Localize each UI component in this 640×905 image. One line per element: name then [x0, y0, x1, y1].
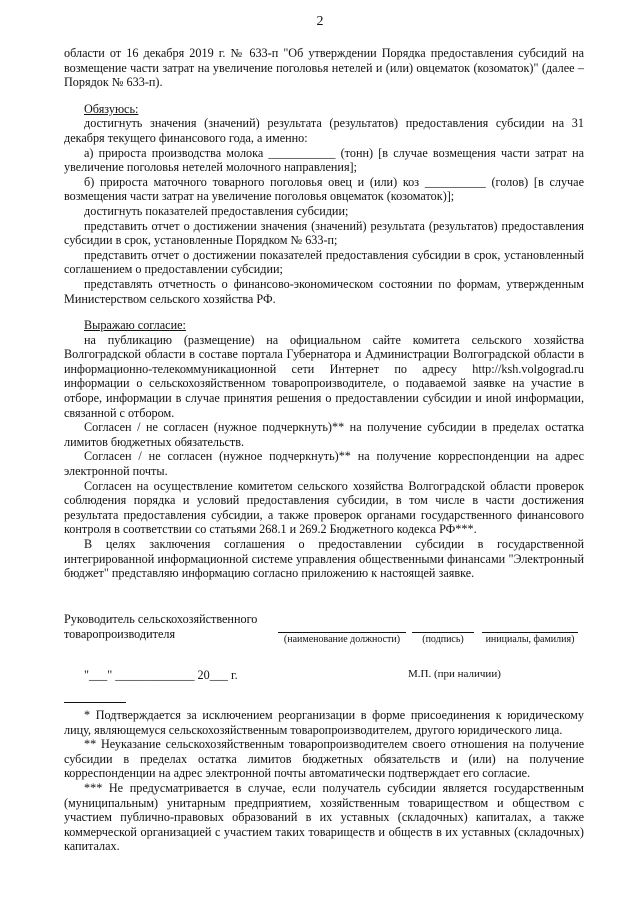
obligation-item: достигнуть показателей предоставления субсидии; [84, 203, 349, 218]
date-line: "___" _____________ 20___ г. [84, 668, 238, 682]
consent-item: на публикацию (размещение) на официальном сайте комитета сельского хозяйства Волгоградской области в составе портала Губернатора и Администрации Волгоградской области в информационно-телекоммуникационной сети Интернет по адресу http://ksh.volgograd.ru информации о сельскохозяйственном товаропроизводителе, о подаваемой заявке на участие в отборе, информации в случае принятия решения о предоставлении субсидии и иной информации, связанной с отбором. [64, 332, 584, 420]
consent-item: Согласен на осуществление комитетом сельского хозяйства Волгоградской области проверок соблюдения порядка и условий предоставления субсидии, в том числе в части достижения результата предоставления субсидии, а также проверок органами государственного финансового контроля в соответствии со статьями 268.1 и 269.2 Бюджетного кодекса РФ***. [64, 478, 584, 537]
obligation-item: представить отчет о достижении показателей предоставления субсидии в срок, установленный соглашением о предоставлении субсидии; [64, 247, 584, 277]
obligations-heading: Обязуюсь: [84, 101, 139, 116]
stamp-note: М.П. (при наличии) [408, 668, 501, 680]
obligation-item: представить отчет о достижении значения (значений) результата (результатов) предоставления субсидии в срок, установленные Порядком № 633-п; [64, 218, 584, 248]
signature-caption: (подпись) [412, 632, 474, 645]
name-caption: инициалы, фамилия) [482, 632, 578, 645]
obligation-item: а) прироста производства молока ___________ (тонн) [в случае возмещения части затрат на увеличение поголовья нетелей молочного направления]; [64, 145, 584, 175]
obligation-item: б) прироста маточного товарного поголовья овец и (или) коз __________ (голов) [в случае возмещения части затрат на увеличение поголовья овцематок (козоматок)]; [64, 174, 584, 204]
head-title-line1: Руководитель сельскохозяйственного [64, 612, 258, 626]
obligation-item: представлять отчетность о финансово-экономическом состоянии по формам, утвержденным Министерством сельского хозяйства РФ. [64, 276, 584, 306]
footnote-divider [64, 702, 126, 703]
position-caption: (наименование должности) [278, 632, 406, 645]
document-body [64, 46, 584, 581]
consent-item: Согласен / не согласен (нужное подчеркнуть)** на получение корреспонденции на адрес электронной почты. [64, 449, 584, 479]
consent-heading: Выражаю согласие: [84, 318, 186, 333]
footnote-item: * Подтверждается за исключением реорганизации в форме присоединения к юридическому лицу, являющемуся сельскохозяйственным товаропроизводителем, другого юридического лица. [64, 708, 584, 737]
head-title-line2: товаропроизводителя [64, 626, 176, 641]
consent-item: В целях заключения соглашения о предоставлении субсидии в государственной интегрированной информационной системе управления общественными финансами "Электронный бюджет" представляю информацию согласно приложению к настоящей заявке. [64, 537, 584, 581]
footnote-item: ** Неуказание сельскохозяйственным товаропроизводителем своего отношения на получение субсидии в пределах остатка лимитов бюджетных обязательств и (или) на получение корреспонденции на адрес электронной почты автоматически подтверждает его согласие. [64, 737, 584, 781]
footnotes [64, 708, 584, 854]
intro-paragraph: области от 16 декабря 2019 г. № 633-п "Об утверждении Порядка предоставления субсидий на возмещение части затрат на увеличение поголовья нетелей и (или) овцематок (козоматок)" (далее – Порядок № 633-п). [64, 46, 584, 90]
obligation-item: достигнуть значения (значений) результата (результатов) предоставления субсидии на 31 декабря текущего финансового года, а именно: [64, 116, 584, 145]
consent-item: Согласен / не согласен (нужное подчеркнуть)** на получение субсидии в пределах остатка лимитов бюджетных обязательств. [64, 420, 584, 449]
page-number: 2 [316, 14, 324, 29]
footnote-item: *** Не предусматривается в случае, если получатель субсидии является государственным (муниципальным) унитарным предприятием, хозяйственным товариществом и обществом с участием публично-правовых образований в их уставных (складочных) капиталах, а также коммерческой организацией с участием таких товариществ и обществ в их уставных (складочных) капиталах. [64, 780, 584, 854]
